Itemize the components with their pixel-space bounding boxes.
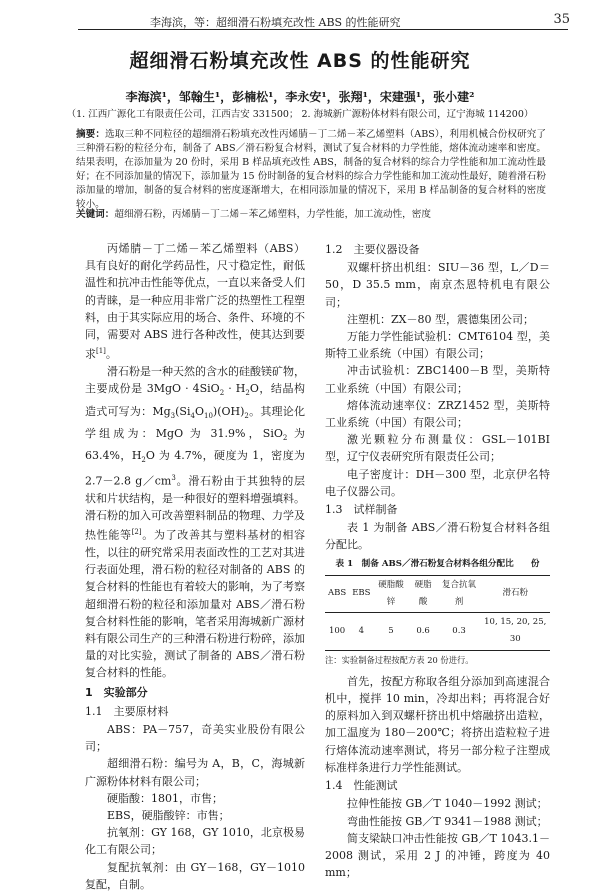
table-row bbox=[325, 613, 550, 650]
section-1-2-heading: 1.2 主要仪器设备 bbox=[325, 243, 420, 256]
keywords bbox=[76, 208, 546, 222]
table-cell: 4 bbox=[358, 625, 365, 636]
test-impact: 简支梁缺口冲击性能按 GB／T 1043.1－2008 测试，采用 2 J 的冲锤，跨度为 40 mm； bbox=[325, 831, 550, 880]
table-header: EBS bbox=[352, 588, 371, 599]
section-1-heading: 1 实验部分 bbox=[85, 685, 148, 699]
equipment-extruder: 双螺杆挤出机组：SIU－36 型，L／D＝50，D 35.5 mm，南京杰恩特机电有限公司； bbox=[325, 261, 550, 309]
page-number: 35 bbox=[553, 12, 570, 27]
table-cell: 0.3 bbox=[452, 625, 466, 636]
material-ebs: EBS，硬脂酸锌：市售； bbox=[107, 809, 230, 823]
equipment-injection: 注塑机：ZX－80 型，震德集团公司； bbox=[347, 312, 534, 326]
abstract-label: 摘要： bbox=[76, 129, 105, 140]
running-title: 李海滨，等：超细滑石粉填充改性 ABS 的性能研究 bbox=[150, 16, 401, 29]
paper-title: 超细滑石粉填充改性 ABS 的性能研究 bbox=[129, 50, 471, 72]
table-header: 滑石粉 bbox=[502, 588, 528, 599]
test-tensile: 拉伸性能按 GB／T 1040－1992 测试； bbox=[347, 797, 548, 811]
table-header: 硬脂酸 bbox=[414, 579, 432, 608]
sample-prep-intro: 表 1 为制备 ABS／滑石粉复合材料各组分配比。 bbox=[325, 521, 550, 552]
abstract bbox=[76, 128, 546, 212]
section-1-1-heading: 1.1 主要原材料 bbox=[85, 704, 169, 718]
material-talc: 超细滑石粉：编号为 A，B，C，海城新广源粉体材料有限公司； bbox=[85, 757, 305, 788]
formulation-table bbox=[325, 556, 550, 651]
equipment-density: 电子密度计：DH－300 型，北京伊名特电子仪器公司。 bbox=[325, 467, 550, 498]
table-cell: 10, 15, 20, 25, 30 bbox=[484, 617, 547, 645]
table-cell: 100 bbox=[328, 625, 346, 636]
equipment-tester: 万能力学性能试验机：CMT6104 型，美斯特工业系统（中国）有限公司； bbox=[325, 330, 550, 361]
equipment-laser: 激光颗粒分布测量仪：GSL－101BI 型，辽宁仪表研究所有限责任公司； bbox=[325, 433, 550, 464]
table-header: 硬脂酸锌 bbox=[378, 579, 404, 608]
test-flexural: 弯曲性能按 GB／T 9341－1988 测试； bbox=[347, 814, 548, 828]
header-rule bbox=[78, 29, 568, 30]
affiliations: （1. 江西广源化工有限责任公司，江西吉安 331500； 2. 海城新广源粉体材料有限公司，辽宁海城 114200） bbox=[66, 109, 534, 120]
material-compound-antioxidant: 复配抗氧剂：由 GY－168，GY－1010 复配，自制。 bbox=[85, 860, 305, 891]
page-header bbox=[0, 0, 600, 30]
right-column bbox=[325, 240, 550, 881]
table-cell: 5 bbox=[388, 625, 394, 636]
left-column bbox=[85, 240, 305, 893]
material-abs: ABS：PA－757，奇美实业股份有限公司； bbox=[85, 723, 305, 754]
citation-1: [1] bbox=[96, 347, 106, 356]
table-header-row bbox=[325, 575, 550, 612]
table-note: 注：实验制备过程按配方表 20 份进行。 bbox=[325, 654, 474, 665]
table-cell: 0.6 bbox=[416, 625, 430, 636]
header-margin bbox=[0, 0, 85, 30]
equipment-mfr: 熔体流动速率仪：ZRZ1452 型，美斯特工业系统（中国）有限公司； bbox=[325, 398, 550, 430]
material-stearic-acid: 硬脂酸：1801，市售； bbox=[107, 791, 223, 805]
abstract-text: 选取三种不同粒径的超细滑石粉填充改性丙烯腈－丁二烯－苯乙烯塑料（ABS），利用机械合份权研究了三种滑石粉的粒径分布，制备了 ABS／滑石粉复合材料，测试了复合材料的力学性能，熔体流动速率和密度。结果表明，在添加量为 20 份时，采用 B 样品填充改性 ABS，制备的复合材料的综合力学性能和加工流动性最好；在不同添加量的情况下，添加量为 15 份时制备的复合材料的综合力学性能和加工流动性最好，随着滑石粉添加量的增加，制备的复合材料的密度逐渐增大，在相同添加量的情况下，采用 B 样品制备的复合材料的密度较小。 bbox=[76, 129, 547, 210]
intro-paragraph-2: 滑石粉是一种天然的含水的硅酸镁矿物，主要成份是 $3MgO \cdot 4SiO_2 \cdot H_2O$，结晶构造式可写为：$Mg_3(Si_4O_{10})(OH)_2$。其理论化学组成为：MgO 为 31.9%，SiO$_2$ 为 63.4%，$H_2O$ 为 4.7%，硬度为 1，密度为 2.7－2.8 $g/cm^3$。滑石粉由于其独特的层状和片状结构，是一种很好的塑料增强填料。滑石粉的加入可改善塑料制品的物理、力学及热性能等[2]。为了改善其与塑料基材的相容性，以往的研究常采用表面改性的工艺对其进行表面处理，滑石粉的粒径对制备的 ABS 的复合材料的性能也有着较大的影响，为了考察超细滑石粉的粒径和添加量对 ABS／滑石粉复合材料性能的影响，笔者采用海城新广源材料有限公司生产的三种滑石粉进行粉碎，添加量的对比实验，测试了制备的 ABS／滑石粉复合材料的性能。 bbox=[85, 365, 306, 680]
keywords-text: 超细滑石粉，丙烯腈－丁二烯－苯乙烯塑料，力学性能，加工流动性，密度 bbox=[114, 209, 431, 220]
table-header: ABS bbox=[328, 588, 347, 599]
table-caption: 表 1 制备 ABS／滑石粉复合材料各组分配比 份 bbox=[335, 558, 540, 569]
sample-prep-procedure: 首先，按配方称取各组分添加到高速混合机中，搅拌 10 min，冷却出料；再将混合好的原料加入到双螺杆挤出机中熔融挤出造粒，加工温度为 180－200℃；将挤出造粒粒子进行熔体流动速率测试，将另一部分粒子注塑成标准样条进行力学性能测试。 bbox=[325, 674, 550, 774]
intro-paragraph-1: 丙烯腈－丁二烯－苯乙烯塑料（ABS）具有良好的耐化学药品性，尺寸稳定性，耐低温性和抗冲击性能等优点，一直以来备受人们的青睐，是一种应用非常广泛的热塑性工程塑料，由于其实际应用的场合、条件、环境的不同，需要对 ABS 进行各种改性，使其达到要求[1]。 bbox=[85, 242, 305, 361]
citation-2: [2] bbox=[131, 528, 142, 537]
table-header: 复合抗氧剂 bbox=[442, 579, 477, 608]
material-antioxidant: 抗氧剂：GY 168，GY 1010，北京极易化工有限公司； bbox=[85, 826, 305, 857]
section-1-3-heading: 1.3 试样制备 bbox=[325, 503, 398, 517]
keywords-label: 关键词： bbox=[76, 209, 115, 220]
authors: 李海滨¹，邹翰生¹，彭楠松¹，李永安¹，张翔¹，宋建强¹，张小建² bbox=[125, 90, 475, 104]
section-1-4-heading: 1.4 性能测试 bbox=[325, 779, 398, 793]
equipment-impact: 冲击试验机：ZBC1400－B 型，美斯特工业系统（中国）有限公司； bbox=[325, 364, 550, 395]
